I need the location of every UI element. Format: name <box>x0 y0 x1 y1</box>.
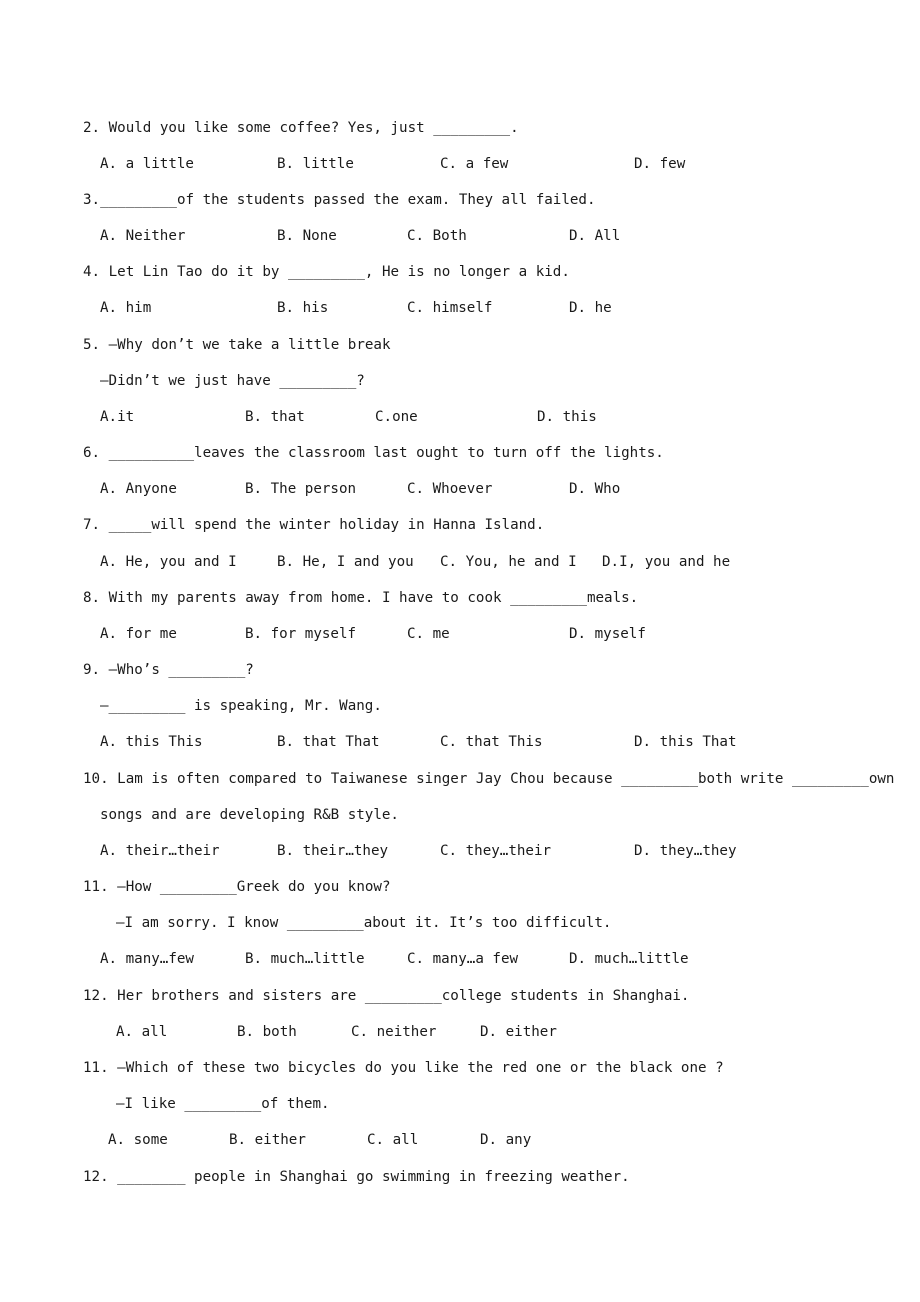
question-stem-line2: songs and are developing R&B style. <box>100 807 399 823</box>
option-a: A. Neither <box>100 228 186 244</box>
option-c: C. Whoever <box>407 481 493 497</box>
option-c: C. many…a few <box>407 951 519 967</box>
question-stem: 10. Lam is often compared to Taiwanese singer Jay Chou because _________both write _________own <box>83 771 895 787</box>
option-d: D. much…little <box>569 951 689 967</box>
option-b: B. He, I and you <box>277 554 414 570</box>
question-stem: 12. ________ people in Shanghai go swimming in freezing weather. <box>83 1169 630 1185</box>
option-b: B. that That <box>277 734 380 750</box>
option-d: D. either <box>480 1024 557 1040</box>
option-b: B. both <box>237 1024 297 1040</box>
question-stem-line2: —_________ is speaking, Mr. Wang. <box>100 698 382 714</box>
option-b: B. their…they <box>277 843 389 859</box>
option-a: A. for me <box>100 626 177 642</box>
option-d: D. myself <box>569 626 646 642</box>
option-b: B. much…little <box>245 951 365 967</box>
option-a: A. He, you and I <box>100 554 237 570</box>
option-c: C. they…their <box>440 843 552 859</box>
option-c: C. me <box>407 626 450 642</box>
question-stem-line2: —Didn’t we just have _________? <box>100 373 365 389</box>
question-stem: 4. Let Lin Tao do it by _________, He is no longer a kid. <box>83 264 570 280</box>
option-a: A. this This <box>100 734 203 750</box>
question-stem: 6. __________leaves the classroom last ought to turn off the lights. <box>83 445 664 461</box>
question-stem-line2: —I like _________of them. <box>116 1096 330 1112</box>
option-a: A. Anyone <box>100 481 177 497</box>
question-stem: 3._________of the students passed the exam. They all failed. <box>83 192 596 208</box>
option-b: B. that <box>245 409 305 425</box>
option-b: B. little <box>277 156 354 172</box>
option-b: B. either <box>229 1132 306 1148</box>
option-b: B. for myself <box>245 626 357 642</box>
question-stem: 5. —Why don’t we take a little break <box>83 337 391 353</box>
option-a: A. a little <box>100 156 194 172</box>
question-stem: 7. _____will spend the winter holiday in Hanna Island. <box>83 517 545 533</box>
option-c: C. neither <box>351 1024 437 1040</box>
option-a: A. him <box>100 300 152 316</box>
question-stem: 11. —How _________Greek do you know? <box>83 879 391 895</box>
question-stem: 12. Her brothers and sisters are _________college students in Shanghai. <box>83 988 690 1004</box>
option-c: C.one <box>375 409 418 425</box>
option-c: C. himself <box>407 300 493 316</box>
option-a: A. many…few <box>100 951 194 967</box>
option-c: C. a few <box>440 156 509 172</box>
option-d: D. any <box>480 1132 532 1148</box>
option-b: B. None <box>277 228 337 244</box>
option-d: D. Who <box>569 481 621 497</box>
option-c: C. You, he and I <box>440 554 577 570</box>
option-b: B. The person <box>245 481 357 497</box>
question-stem-line2: —I am sorry. I know _________about it. It’s too difficult. <box>116 915 612 931</box>
option-b: B. his <box>277 300 329 316</box>
question-stem: 2. Would you like some coffee? Yes, just _________. <box>83 120 519 136</box>
option-c: C. that This <box>440 734 543 750</box>
question-stem: 8. With my parents away from home. I have to cook _________meals. <box>83 590 639 606</box>
option-a: A.it <box>100 409 135 425</box>
option-c: C. Both <box>407 228 467 244</box>
question-stem: 11. —Which of these two bicycles do you like the red one or the black one ? <box>83 1060 724 1076</box>
option-d: D. they…they <box>634 843 737 859</box>
option-a: A. their…their <box>100 843 220 859</box>
option-c: C. all <box>367 1132 419 1148</box>
option-d: D.I, you and he <box>602 554 731 570</box>
option-d: D. this <box>537 409 597 425</box>
option-a: A. all <box>116 1024 168 1040</box>
option-d: D. few <box>634 156 686 172</box>
option-d: D. he <box>569 300 612 316</box>
question-stem: 9. —Who’s _________? <box>83 662 254 678</box>
option-d: D. All <box>569 228 621 244</box>
option-a: A. some <box>108 1132 168 1148</box>
option-d: D. this That <box>634 734 737 750</box>
